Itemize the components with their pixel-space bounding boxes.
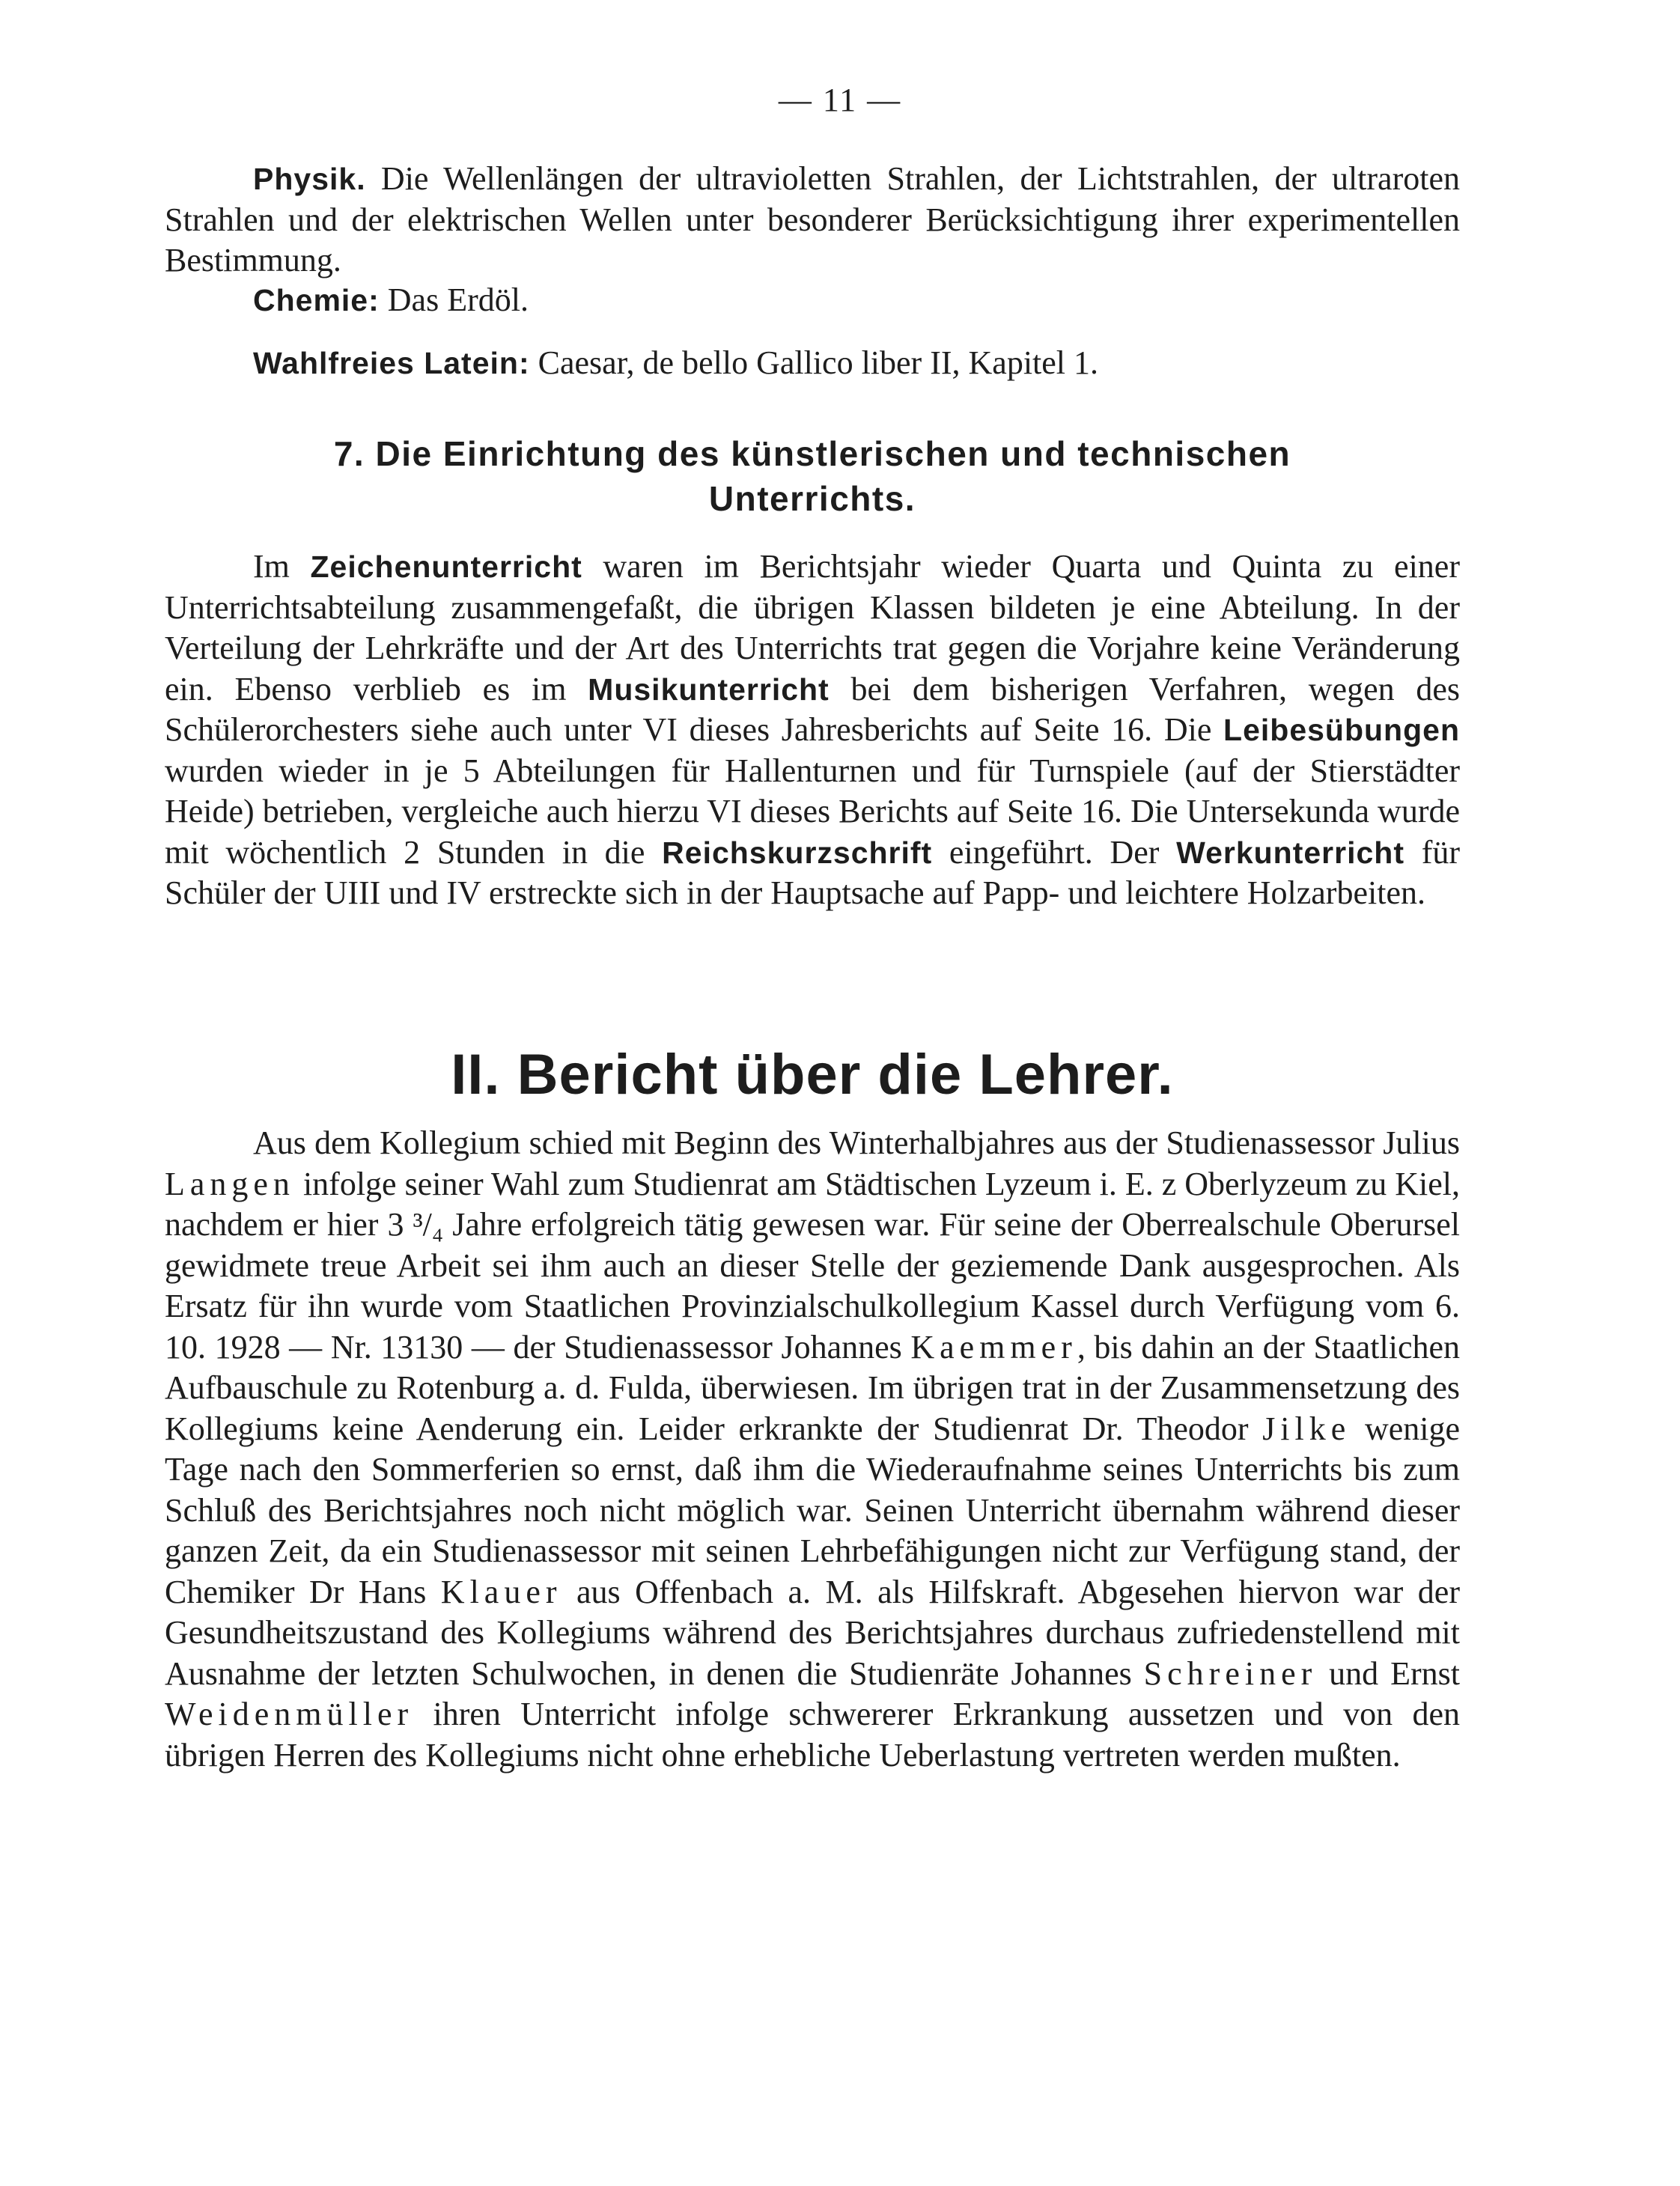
section-7-paragraph — [165, 546, 1460, 914]
section-7-text-4: wurden wieder in je 5 Abteilungen für Hallenturnen und für Turnspiele (auf der Stierstädter Heide) betrieben, vergleiche auch hierzu VI dieses Berichts auf Seite 16. Die Untersekunda wurde mit wöchentlich 2 Stunden in die — [165, 752, 1460, 871]
latein-text: Caesar, de bello Gallico liber II, Kapitel 1. — [529, 344, 1099, 381]
section-7-text-2: waren im Berichtsjahr wieder Quarta und Quinta zu einer Unterrichtsabteilung zusammengefaßt, die übrigen Klassen bildeten je eine Abteilung. In der Verteilung der Lehrkräfte und der Art des Unterrichts trat gegen die Vorjahre keine Veränderung ein. Ebenso verblieb es im — [165, 548, 1460, 707]
latein-paragraph — [165, 343, 1460, 384]
physik-label: Physik. — [253, 162, 366, 196]
section-2-text-6: und Ernst — [1317, 1654, 1460, 1692]
section-2-text-7: ihren Unterricht infolge schwererer Erkrankung aussetzen und von den übrigen Herren des Kollegiums nicht ohne erhebliche Ueberlastung vertreten werden mußten. — [165, 1696, 1460, 1774]
musikunterricht-term: Musikunterricht — [588, 672, 830, 707]
latein-label: Wahlfreies Latein: — [253, 346, 530, 380]
section-2-text-2: infolge seiner Wahl zum Studienrat am Städtischen Lyzeum i. E. z Oberlyzeum zu Kiel, nachdem er hier 3 ³/₄ Jahre erfolgreich tätig gewesen war. Für seine der Oberrealschule Oberursel gewidmete treue Arbeit sei ihm auch an dieser Stelle der geziemende Dank ausgesprochen. Als Ersatz für ihn wurde vom Staatlichen Provinzialschulkollegium Kassel durch Verfügung vom 6. 10. 1928 — Nr. 13130 — der Studienassessor Johannes — [165, 1165, 1460, 1366]
leibesuebungen-term: Leibesübungen — [1223, 713, 1460, 747]
name-jilke: Jilke — [1262, 1410, 1351, 1447]
name-langen: Langen — [165, 1165, 295, 1202]
section-2-text-4: wenige Tage nach den Sommerferien so ernst, daß ihm die Wiederaufnahme seines Unterrichts bis zum Schluß des Berichtsjahres noch nicht möglich war. Seinen Unterricht übernahm während dieser ganzen Zeit, da ein Studienassessor mit seinen Lehrbefähigungen nicht zur Verfügung stand, der Chemiker Dr Hans — [165, 1410, 1461, 1610]
section-2-text-1: Aus dem Kollegium schied mit Beginn des Winterhalbjahres aus der Studienassessor Julius — [253, 1124, 1460, 1161]
section-7-text-6: für Schüler der UIII und IV erstreckte sich in der Hauptsache auf Papp- und leichtere Holzarbeiten. — [165, 833, 1460, 911]
name-weidenmueller: Weidenmüller — [165, 1696, 414, 1732]
section-2-text-3: , bis dahin an der Staatlichen Aufbauschule zu Rotenburg a. d. Fulda, überwiesen. Im übrigen trat in der Zusammensetzung des Kollegiums keine Aenderung ein. Leider erkrankte der Studienrat Dr. Theodor — [165, 1328, 1460, 1447]
section-7-heading-line2: Unterrichts. — [708, 479, 916, 518]
section-2-heading: II. Bericht über die Lehrer. — [451, 1043, 1174, 1106]
chemie-label: Chemie: — [253, 283, 380, 317]
zeichenunterricht-term: Zeichenunterricht — [310, 549, 582, 584]
name-kaemmer: Kaemmer — [910, 1328, 1077, 1366]
physik-paragraph — [165, 159, 1460, 281]
section-7-text-3: bei dem bisherigen Verfahren, wegen des Schülerorchesters siehe auch unter VI dieses Jahresberichts auf Seite 16. Die — [165, 670, 1460, 748]
chemie-paragraph — [165, 280, 1460, 321]
name-schreiner: Schreiner — [1143, 1654, 1318, 1692]
section-2-paragraph — [165, 1123, 1460, 1776]
werkunterricht-term: Werkunterricht — [1176, 835, 1404, 870]
page-number: — 11 — — [778, 82, 902, 118]
section-2-text-5: aus Offenbach a. M. als Hilfskraft. Abgesehen hiervon war der Gesundheitszustand des Kollegiums während des Berichtsjahres durchaus zufriedenstellend mit Ausnahme der letzten Schulwochen, in denen die Studienräte Johannes — [165, 1573, 1460, 1692]
section-7-text-5: eingeführt. Der — [932, 833, 1177, 871]
section-7-heading — [165, 431, 1460, 521]
section-7-heading-line1: 7. Die Einrichtung des künstlerischen und technischen — [333, 434, 1291, 473]
section-7-text-1: Im — [253, 548, 311, 585]
physik-text: Die Wellenlängen der ultravioletten Strahlen, der Lichtstrahlen, der ultraroten Strahlen und der elektrischen Wellen unter besonderer Berücksichtigung ihrer experimentellen Bestimmung. — [165, 160, 1460, 278]
reichskurzschrift-term: Reichskurzschrift — [662, 835, 933, 870]
chemie-text: Das Erdöl. — [379, 281, 529, 318]
name-klauer: Klauer — [440, 1573, 562, 1610]
